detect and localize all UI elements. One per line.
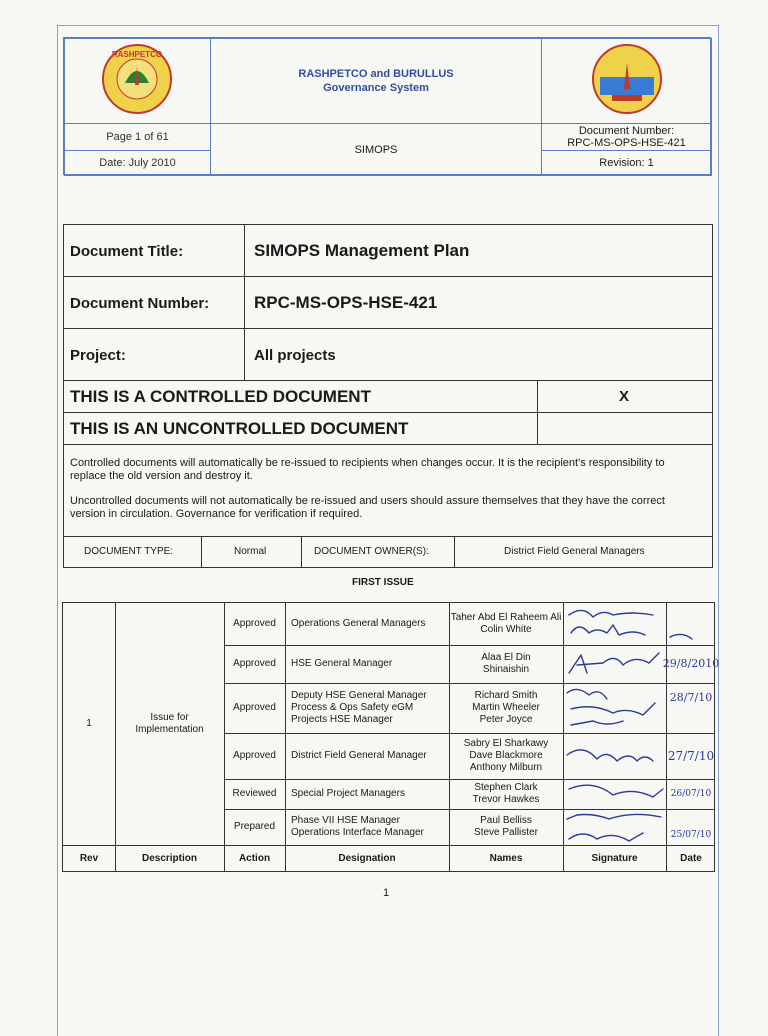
action-cell: Approved <box>233 618 276 629</box>
controlled-mark: X <box>619 388 630 405</box>
names-cell: Richard Smith Martin Wheeler Peter Joyce <box>472 690 540 725</box>
number-value: RPC-MS-OPS-HSE-421 <box>254 293 438 312</box>
action-cell: Reviewed <box>232 788 277 799</box>
date-cell: 27/7/10 <box>667 749 715 763</box>
org-title: RASHPETCO and BURULLUS <box>298 68 454 80</box>
simops-cell <box>210 123 542 176</box>
doc-number-cell <box>541 123 712 151</box>
col-divider <box>454 537 455 568</box>
uncontrolled-row <box>64 413 712 445</box>
designation-cell: Special Project Managers <box>291 788 405 799</box>
header-date: Date: July 2010 <box>99 157 176 169</box>
doc-number-label: Document Number: <box>578 125 675 137</box>
governance-title-cell <box>210 38 542 124</box>
doc-owner-label: DOCUMENT OWNER(S): <box>314 546 429 557</box>
right-logo-cell <box>541 38 712 124</box>
names-cell: Sabry El Sharkawy Dave Blackmore Anthony Milburn <box>463 738 549 773</box>
type-owner-row <box>64 537 712 568</box>
col-divider <box>244 225 245 276</box>
page-count-cell <box>64 123 211 151</box>
doc-type-value: Normal <box>234 546 267 557</box>
page-count: Page 1 of 61 <box>106 131 169 143</box>
burullus-logo <box>542 39 713 123</box>
controlled-note: Controlled documents will automatically be re-issued to recipients when changes occur. It is the recipient's responsibility to replace the old version and destroy it. <box>70 457 665 482</box>
doc-type-label: DOCUMENT TYPE: <box>84 546 174 557</box>
document-header <box>63 37 711 175</box>
uncontrolled-note: Uncontrolled documents will not automatically be re-issued and users should assure themselves that they have the correct version in circulation. Governance for verification if required. <box>70 495 665 520</box>
names-cell: Taher Abd El Raheem Ali Colin White <box>450 612 562 635</box>
date-cell: 26/07/10 <box>670 789 712 799</box>
document-info-table <box>63 224 713 568</box>
rashpetco-logo <box>65 39 212 123</box>
date-cell <box>64 150 211 176</box>
project-row <box>64 329 712 381</box>
svg-text:RASHPETCO: RASHPETCO <box>111 50 163 59</box>
col-divider <box>244 277 245 328</box>
revision-cell <box>541 150 712 176</box>
uncontrolled-label: THIS IS AN UNCONTROLLED DOCUMENT <box>70 419 409 438</box>
revision-value: Revision: 1 <box>599 157 654 169</box>
approval-table <box>62 602 720 872</box>
description-cell: Issue for Implementation <box>135 712 204 735</box>
left-logo-cell <box>64 38 211 124</box>
header-signature: Signature <box>591 853 638 864</box>
header-date: Date <box>680 853 702 864</box>
designation-cell: Deputy HSE General Manager Process & Ops Safety eGM Projects HSE Manager <box>291 690 427 725</box>
date-cell: 25/07/10 <box>670 830 712 840</box>
names-cell: Stephen Clark Trevor Hawkes <box>472 782 540 805</box>
header-designation: Designation <box>338 853 396 864</box>
header-rev: Rev <box>79 853 99 864</box>
names-cell: Paul Belliss Steve Pallister <box>474 815 538 838</box>
col-divider <box>537 413 538 444</box>
controlled-row <box>64 381 712 413</box>
designation-cell: Operations General Managers <box>291 618 426 629</box>
title-row <box>64 225 712 277</box>
designation-cell: Phase VII HSE Manager Operations Interface Manager <box>291 815 424 838</box>
title-label: Document Title: <box>70 243 184 260</box>
first-issue-heading: FIRST ISSUE <box>352 577 414 588</box>
header-center-label: SIMOPS <box>354 143 398 156</box>
signature-date-scribble <box>666 603 716 645</box>
org-subtitle: Governance System <box>323 82 429 94</box>
col-divider <box>244 329 245 380</box>
action-cell: Approved <box>233 750 276 761</box>
col-divider <box>201 537 202 568</box>
header-description: Description <box>141 853 197 864</box>
action-cell: Approved <box>233 702 276 713</box>
date-cell: 29/8/2010 <box>662 657 720 670</box>
action-cell: Prepared <box>233 821 276 832</box>
designation-cell: HSE General Manager <box>291 658 393 669</box>
col-divider <box>301 537 302 568</box>
controlled-label: THIS IS A CONTROLLED DOCUMENT <box>70 387 371 406</box>
doc-owner-value: District Field General Managers <box>504 546 645 557</box>
title-value: SIMOPS Management Plan <box>254 241 470 260</box>
action-cell: Approved <box>233 658 276 669</box>
doc-number-value: RPC-MS-OPS-HSE-421 <box>567 137 686 149</box>
notes-row <box>64 445 712 537</box>
project-label: Project: <box>70 347 126 364</box>
number-row <box>64 277 712 329</box>
names-cell: Alaa El Din Shinaishin <box>481 652 531 675</box>
number-label: Document Number: <box>70 295 210 312</box>
date-cell: 28/7/10 <box>669 691 713 704</box>
header-action: Action <box>238 853 271 864</box>
col-divider <box>537 381 538 412</box>
header-names: Names <box>489 853 523 864</box>
project-value: All projects <box>254 347 336 364</box>
rev-cell: 1 <box>86 718 92 729</box>
designation-cell: District Field General Manager <box>291 750 427 761</box>
page-number: 1 <box>383 887 390 899</box>
